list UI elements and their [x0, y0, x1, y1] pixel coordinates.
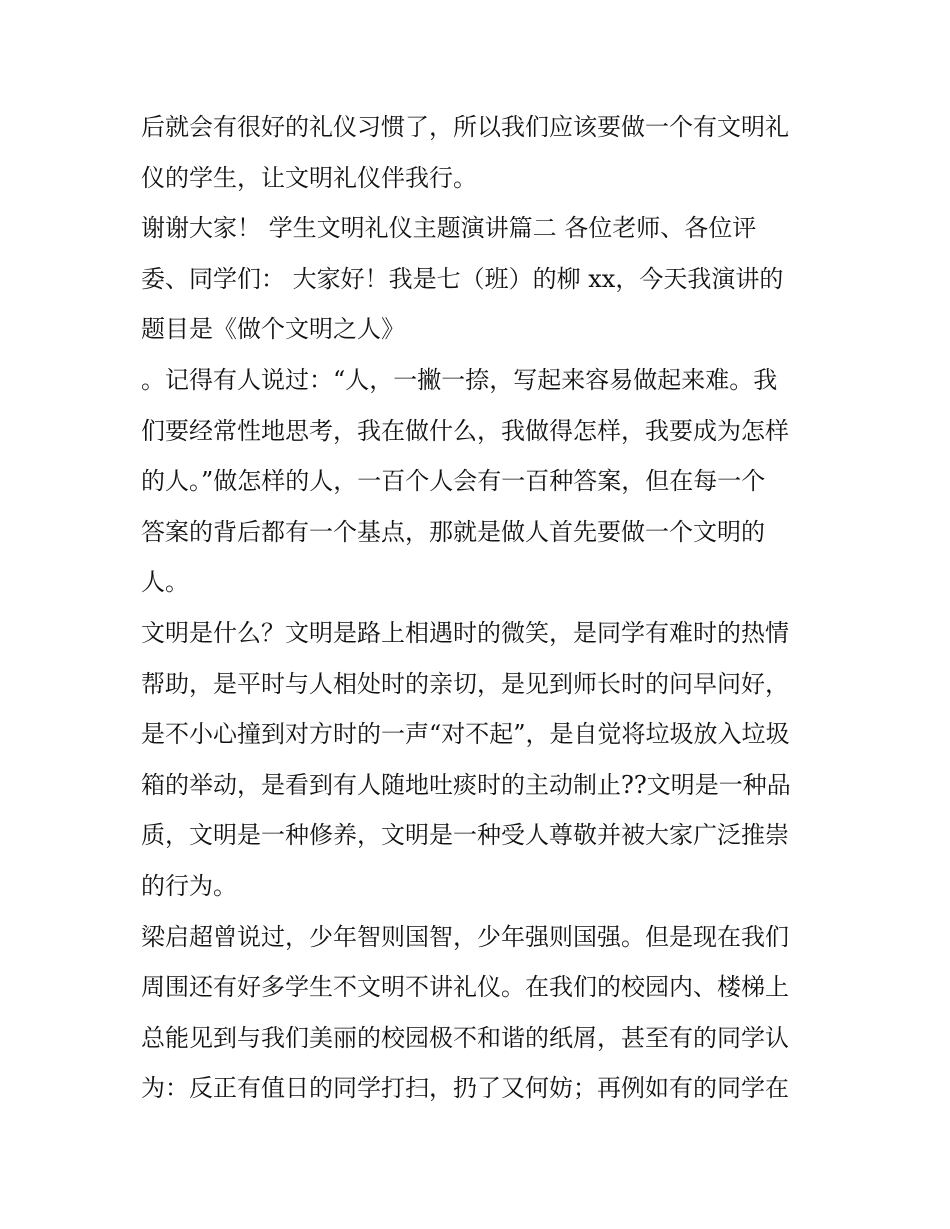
text-line-16: 的行为。	[141, 871, 237, 900]
text-line-2: 仪的学生，让文明礼仪伴我行。	[141, 163, 477, 192]
text-line-9: 答案的背后都有一个基点，那就是做人首先要做一个文明的	[141, 517, 765, 546]
text-line-7: 们要经常性地思考，我在做什么，我做得怎样，我要成为怎样	[141, 416, 789, 445]
text-line-4: 委、同学们： 大家好！我是七（班）的柳 xx，今天我演讲的	[141, 264, 784, 293]
text-line-3: 谢谢大家！ 学生文明礼仪主题演讲篇二 各位老师、各位评	[141, 214, 757, 243]
text-line-17: 梁启超曾说过，少年智则国智，少年强则国强。但是现在我们	[141, 922, 789, 951]
text-line-18: 周围还有好多学生不文明不讲礼仪。在我们的校园内、楼梯上	[141, 973, 789, 1002]
text-line-10: 人。	[141, 568, 189, 597]
text-line-1: 后就会有很好的礼仪习惯了，所以我们应该要做一个有文明礼	[141, 113, 789, 141]
text-line-11: 文明是什么？文明是路上相遇时的微笑，是同学有难时的热情	[141, 618, 789, 647]
text-line-20: 为：反正有值日的同学打扫，扔了又何妨；再例如有的同学在	[141, 1074, 789, 1103]
text-line-5: 题目是《做个文明之人》	[141, 315, 405, 344]
text-line-14: 箱的举动，是看到有人随地吐痰时的主动制止??文明是一种品	[141, 770, 791, 799]
text-line-8: 的人。”做怎样的人，一百个人会有一百种答案，但在每一个	[141, 467, 766, 496]
speech-text-block	[141, 102, 821, 1114]
text-line-6: 。记得有人说过：“人，一撇一捺，写起来容易做起来难。我	[141, 365, 778, 394]
text-line-19: 总能见到与我们美丽的校园极不和谐的纸屑，甚至有的同学认	[141, 1023, 789, 1052]
text-line-15: 质，文明是一种修养，文明是一种受人尊敬并被大家广泛推崇	[141, 821, 789, 850]
text-line-12: 帮助，是平时与人相处时的亲切，是见到师长时的问早问好，	[141, 669, 789, 698]
text-line-13: 是不小心撞到对方时的一声“对不起”，是自觉将垃圾放入垃圾	[141, 720, 790, 749]
